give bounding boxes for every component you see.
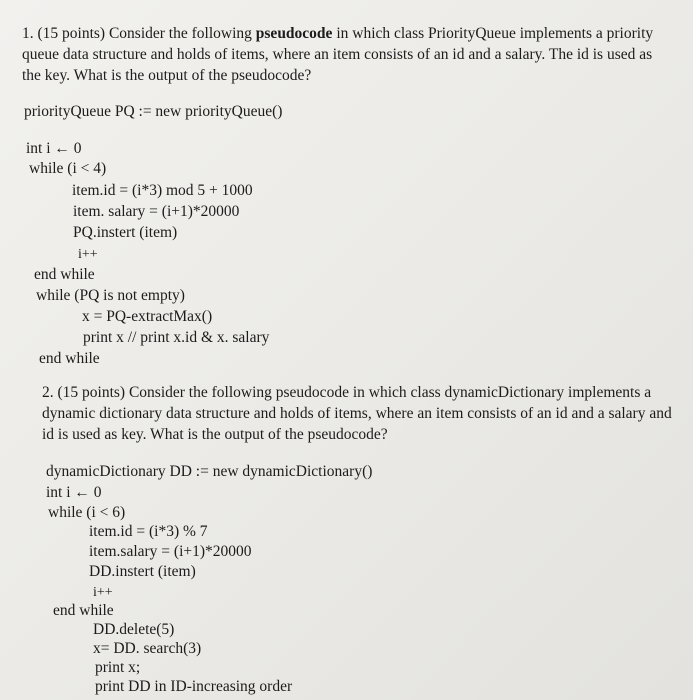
q2-code-line: DD.instert (item) xyxy=(89,563,196,580)
q2-code-line: item.id = (i*3) % 7 xyxy=(89,523,208,540)
q1-intro-line-3: the key. What is the output of the pseudocode? xyxy=(22,67,312,84)
q1-code-line: x = PQ-extractMax() xyxy=(82,308,213,325)
q1-intro-line-1: 1. (15 points) Consider the following pseudocode in which class PriorityQueue implements a priority xyxy=(22,25,654,42)
q1-code-line: print x // print x.id & x. salary xyxy=(83,329,270,346)
q1-code-line: while (i < 4) xyxy=(29,160,107,177)
q2-code-line: dynamicDictionary DD := new dynamicDictionary() xyxy=(46,463,373,480)
q2-code-line: i++ xyxy=(93,585,113,600)
q2-code-line: print DD in ID-increasing order xyxy=(95,678,293,695)
q2-code-line: x= DD. search(3) xyxy=(93,640,202,657)
q1-code-line: item. salary = (i+1)*20000 xyxy=(73,203,240,220)
q1-code-line: end while xyxy=(39,350,100,367)
q2-code-line: item.salary = (i+1)*20000 xyxy=(89,543,252,560)
q1-intro-line-2: queue data structure and holds of items, where an item consists of an id and a salary. The id is used as xyxy=(22,46,653,63)
q2-intro-line-2: dynamic dictionary data structure and holds of items, where an item consists of an id and a salary and xyxy=(42,405,672,422)
q1-code-line: priorityQueue PQ := new priorityQueue() xyxy=(24,103,283,120)
q1-code-line: end while xyxy=(34,266,95,283)
q2-code-line: end while xyxy=(53,602,114,619)
q1-code-line: item.id = (i*3) mod 5 + 1000 xyxy=(72,182,253,199)
q1-code-line: i++ xyxy=(78,247,98,262)
q1-code-line: int i ← 0 xyxy=(26,140,82,157)
q2-code-line: print x; xyxy=(95,659,141,676)
q2-code-line: int i ← 0 xyxy=(46,484,102,501)
q1-code-line: while (PQ is not empty) xyxy=(36,287,185,304)
q2-code-line: DD.delete(5) xyxy=(93,621,175,638)
q1-code-line: PQ.instert (item) xyxy=(73,224,178,241)
q2-code-line: while (i < 6) xyxy=(48,504,126,521)
q2-intro-line-3: id is used as key. What is the output of the pseudocode? xyxy=(42,426,388,443)
q2-intro-line-1: 2. (15 points) Consider the following pseudocode in which class dynamicDictionary implements a xyxy=(42,384,652,401)
